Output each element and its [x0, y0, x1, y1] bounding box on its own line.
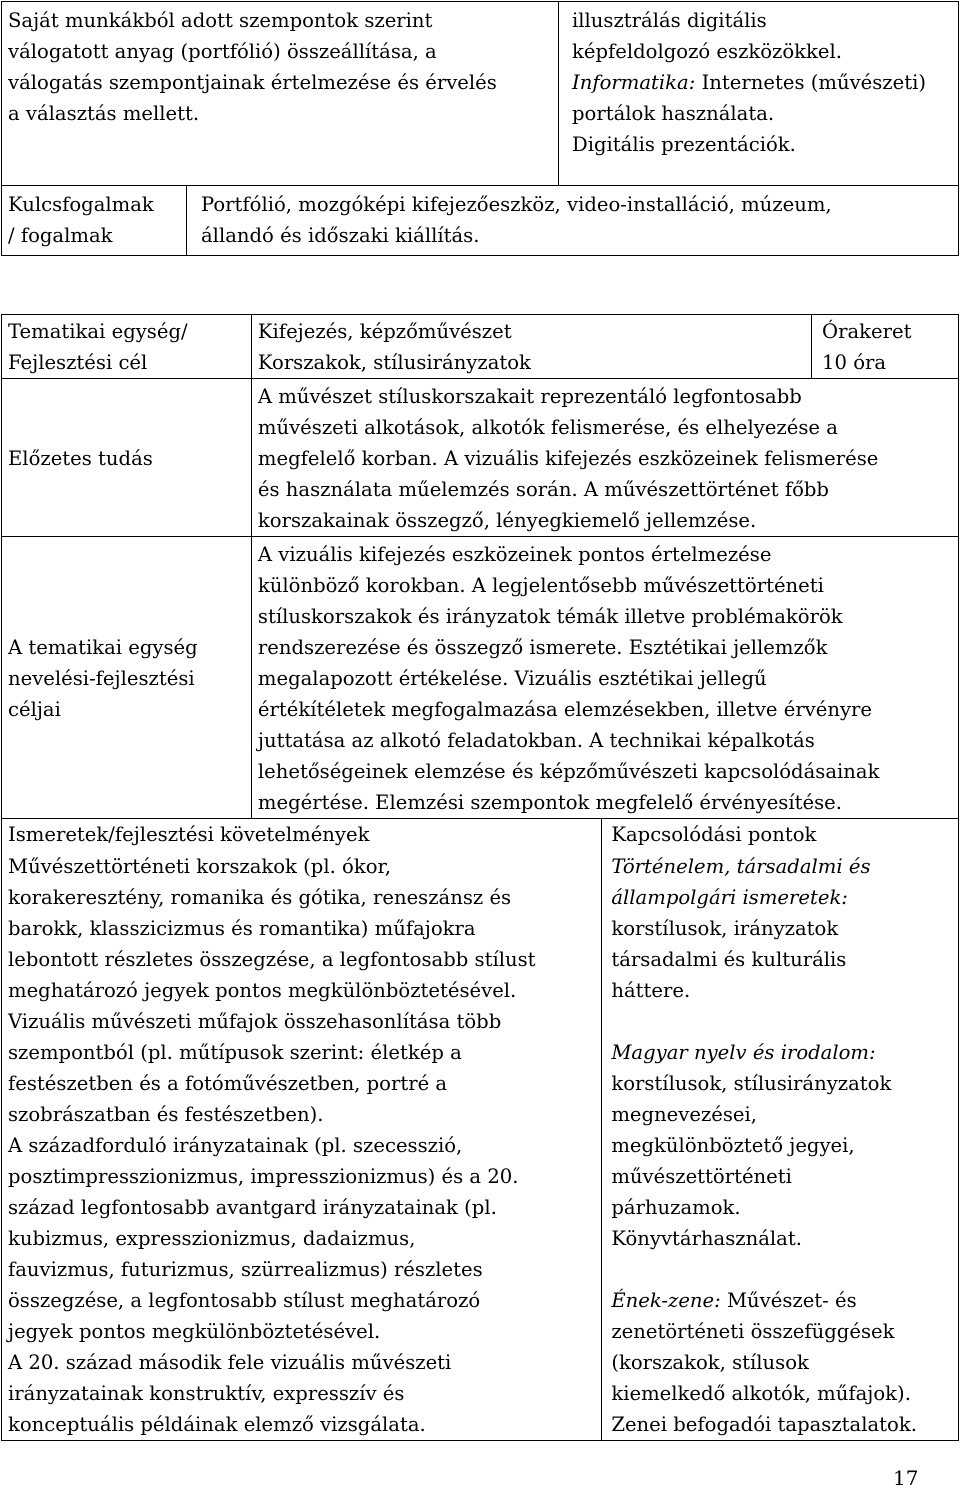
text-line: (korszakok, stílusok: [611, 1351, 809, 1374]
row-label: Előzetes tudás: [8, 447, 153, 470]
ismeretek-header: Ismeretek/fejlesztési követelmények: [8, 823, 370, 846]
kulcsfogalmak-row: [2, 186, 959, 256]
label-line: céljai: [8, 698, 61, 721]
text-line: Portfólió, mozgóképi kifejezőeszköz, video-installáció, múzeum,: [201, 193, 832, 216]
text-line: és használata műelemzés során. A művészettörténet főbb: [257, 478, 829, 501]
subject-label: állampolgári ismeretek:: [611, 886, 848, 909]
text-line: művészettörténeti: [611, 1165, 792, 1188]
text-line: Művészettörténeti korszakok (pl. ókor,: [8, 855, 391, 878]
text-line: juttatása az alkotó feladatokban. A technikai képalkotás: [257, 729, 815, 752]
text-line: festészetben és a fotóművészetben, portré a: [8, 1072, 448, 1095]
text-line: lehetőségeinek elemzése és képzőművészeti kapcsolódásainak: [257, 760, 880, 783]
text-line: korstílusok, irányzatok: [611, 917, 839, 940]
text-line: háttere.: [611, 979, 691, 1002]
text-line: rendszerezése és összegző ismerete. Esztétikai jellemzők: [257, 636, 828, 659]
label-line: Fejlesztési cél: [8, 351, 148, 374]
label-line: / fogalmak: [8, 224, 113, 247]
text-line: lebontott részletes összegzése, a legfontosabb stílust: [8, 948, 536, 971]
section-subtitle: Korszakok, stílusirányzatok: [257, 351, 531, 374]
text-line: konceptuális példáinak elemző vizsgálata.: [8, 1413, 426, 1436]
ismeretek-cell: [2, 819, 602, 1441]
text-line: század legfontosabb avantgard irányzatainak (pl.: [8, 1196, 497, 1219]
orakeret-cell: [812, 315, 959, 379]
text-line: a választás mellett.: [8, 102, 200, 125]
subject-label: Ének-zene:: [611, 1289, 721, 1312]
title-cell: [251, 315, 811, 379]
text-line: A vizuális kifejezés eszközeinek pontos értelmezése: [257, 543, 772, 566]
kulcsfogalmak-label: [2, 186, 187, 255]
text-line: kiemelkedő alkotók, műfajok).: [611, 1382, 911, 1405]
text-line: társadalmi és kulturális: [611, 948, 847, 971]
text-line: irányzatainak konstruktív, expresszív és: [8, 1382, 405, 1405]
text-line: Vizuális művészeti műfajok összehasonlítása több: [8, 1010, 502, 1033]
text-line: [572, 67, 952, 98]
text-line: portálok használata.: [572, 102, 775, 125]
text-line: posztimpresszionizmus, impresszionizmus) és a 20.: [8, 1165, 519, 1188]
text-line: válogatott anyag (portfólió) összeállítása, a: [8, 40, 437, 63]
text-line: A századforduló irányzatainak (pl. szecesszió,: [8, 1134, 463, 1157]
text-line: jegyek pontos megkülönböztetésével.: [8, 1320, 381, 1343]
text-line: barokk, klasszicizmus és romantika) műfajokra: [8, 917, 476, 940]
text-line: párhuzamok.: [611, 1196, 741, 1219]
text-line: képfeldolgozó eszközökkel.: [572, 40, 843, 63]
label-line: nevelési-fejlesztési: [8, 667, 195, 690]
text-line: A művészet stíluskorszakait reprezentáló legfontosabb: [257, 385, 802, 408]
text-line: szobrászatban és festészetben).: [8, 1103, 324, 1126]
text-line: értékítéletek megfogalmazása elemzésekben, illetve érvényre: [257, 698, 872, 721]
page-number: 17: [893, 1466, 919, 1490]
text-line: Könyvtárhasználat.: [611, 1227, 802, 1250]
kapcsolodasi-header: Kapcsolódási pontok: [611, 823, 817, 846]
label-line: A tematikai egység: [8, 636, 198, 659]
text-line: szempontból (pl. műtípusok szerint: életkép a: [8, 1041, 462, 1064]
text-line: megnevezései,: [611, 1103, 758, 1126]
text-line: korakeresztény, romanika és gótika, reneszánsz és: [8, 886, 512, 909]
label-line: Tematikai egység/: [8, 320, 188, 343]
text-line: különböző korokban. A legjelentősebb művészettörténeti: [257, 574, 824, 597]
text-line: fauvizmus, futurizmus, szürrealizmus) részletes: [8, 1258, 483, 1281]
text-line: [611, 1285, 952, 1316]
text-line: stíluskorszakok és irányzatok témák illetve problémakörök: [257, 605, 843, 628]
text-line: állandó és időszaki kiállítás.: [201, 224, 480, 247]
text-line: Digitális prezentációk.: [572, 133, 796, 156]
text-line: A 20. század második fele vizuális művészeti: [8, 1351, 452, 1374]
kapcsolodas-top-cell: [559, 2, 959, 186]
text-line: illusztrálás digitális: [572, 9, 767, 32]
celjai-label-cell: [2, 537, 252, 819]
elozetes-label-cell: [2, 379, 252, 537]
text-line: Zenei befogadói tapasztalatok.: [611, 1413, 917, 1436]
text-line: meghatározó jegyek pontos megkülönböztetésével.: [8, 979, 517, 1002]
subject-label: Történelem, társadalmi és: [611, 855, 871, 878]
portfolio-cell: [2, 2, 559, 186]
label-line: Kulcsfogalmak: [8, 193, 154, 216]
text-line: megfelelő korban. A vizuális kifejezés eszközeinek felismerése: [257, 447, 879, 470]
text-line: korstílusok, stílusirányzatok: [611, 1072, 892, 1095]
kulcsfogalmak-text: [187, 186, 832, 255]
text-line: kubizmus, expresszionizmus, dadaizmus,: [8, 1227, 416, 1250]
text-line: Saját munkákból adott szempontok szerint: [8, 9, 433, 32]
text-line: korszakainak összegző, lényegkiemelő jellemzése.: [257, 509, 757, 532]
text-line: művészeti alkotások, alkotók felismerése, és elhelyezése a: [257, 416, 838, 439]
section-title: Kifejezés, képzőművészet: [257, 320, 512, 343]
top-table: [1, 1, 959, 256]
orakeret-value: 10 óra: [822, 351, 887, 374]
tematikai-egyseg-table: [1, 314, 959, 1441]
subject-label: Magyar nyelv és irodalom:: [611, 1041, 876, 1064]
text-span: Internetes (művészeti): [695, 71, 927, 94]
text-line: megkülönböztető jegyei,: [611, 1134, 855, 1157]
text-line: összegzése, a legfontosabb stílust meghatározó: [8, 1289, 481, 1312]
text-span: Művészet- és: [720, 1289, 857, 1312]
celjai-text-cell: [251, 537, 958, 819]
text-line: megértése. Elemzési szempontok megfelelő érvényesítése.: [257, 791, 842, 814]
text-line: zenetörténeti összefüggések: [611, 1320, 895, 1343]
text-line: válogatás szempontjainak értelmezése és érvelés: [8, 71, 497, 94]
orakeret-label: Órakeret: [822, 320, 912, 343]
kapcsolodasi-cell: [602, 819, 959, 1441]
tematikai-label-cell: [2, 315, 252, 379]
subject-label: Informatika:: [572, 71, 696, 94]
text-line: megalapozott értékelése. Vizuális esztétikai jellegű: [257, 667, 767, 690]
elozetes-text-cell: [251, 379, 958, 537]
